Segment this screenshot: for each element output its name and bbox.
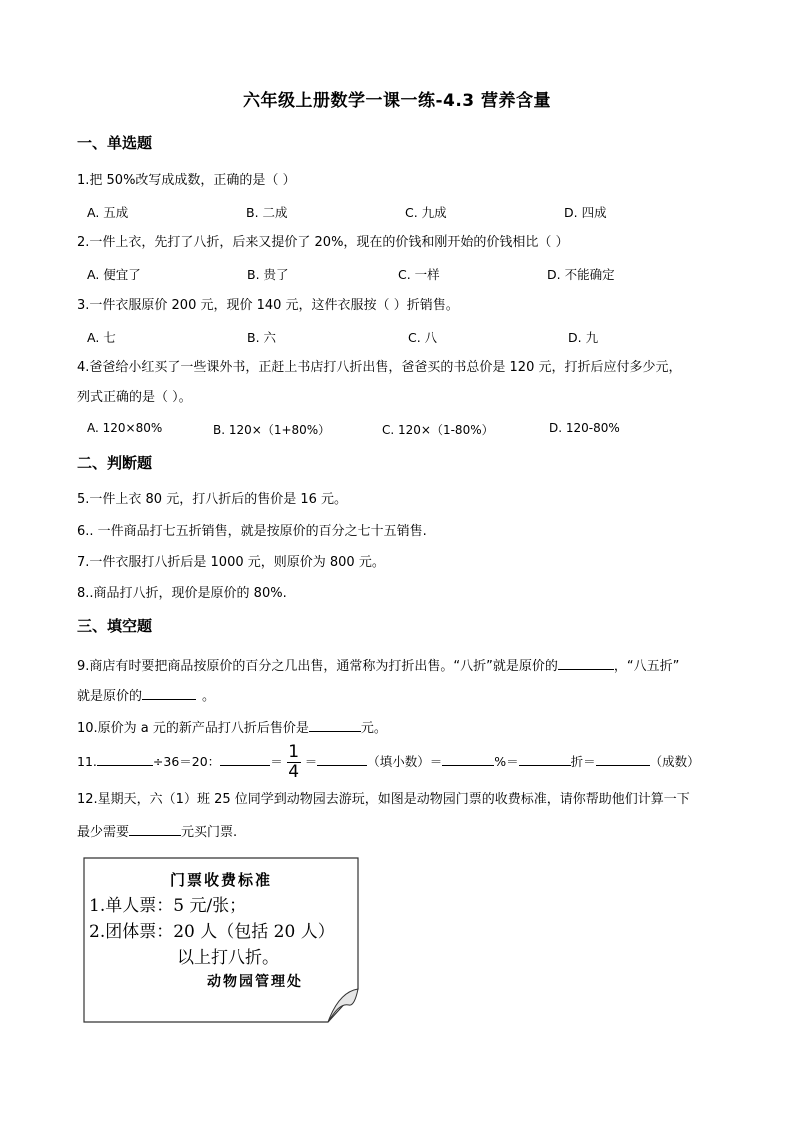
q11-text-small: （填小数）＝ [367, 754, 443, 769]
question-7: 7.一件衣服打八折后是 1000 元，则原价为 800 元。 [77, 555, 385, 570]
notice-title: 门票收费标准 [169, 871, 272, 889]
q1-option-d: D. 四成 [564, 205, 607, 220]
q1-option-a: A. 五成 [87, 205, 129, 220]
q11-text-zhe: 折＝ [570, 754, 596, 769]
q1-option-c: C. 九成 [405, 205, 447, 220]
q9-text-3: 就是原价的 [77, 689, 143, 704]
q10-text-1: 10.原价为 a 元的新产品打八折后售价是 [77, 721, 309, 736]
q11-blank-1[interactable] [97, 751, 153, 766]
notice-line-2: 2.团体票：20 人（包括 20 人） [89, 922, 335, 942]
q12-text-2: 元买门票. [181, 825, 238, 840]
q11-eq-1: ＝ [270, 754, 283, 769]
fraction-numerator: 1 [288, 742, 300, 762]
q11-number: 11. [77, 754, 97, 769]
q11-text-div: ÷36＝20： [152, 754, 221, 769]
q11-blank-5[interactable] [519, 751, 571, 766]
q2-option-c: C. 一样 [398, 267, 440, 282]
question-12-line-2 [77, 821, 237, 843]
q11-blank-4[interactable] [442, 751, 494, 766]
notice-line-1: 1.单人票：5 元/张； [89, 896, 247, 916]
q11-text-pct: %＝ [494, 754, 519, 769]
question-1: 1.把 50%改写成成数，正确的是（ ） [77, 173, 296, 188]
page-title: 六年级上册数学一课一练-4.3 营养含量 [242, 91, 552, 111]
q12-blank[interactable] [129, 821, 181, 836]
q9-text-1: 9.商店有时要把商品按原价的百分之几出售，通常称为打折出售。“八折”就是原价的 [77, 659, 558, 674]
fraction-one-quarter [287, 744, 301, 781]
section-judge: 二、判断题 [77, 454, 153, 472]
section-single-choice: 一、单选题 [77, 134, 153, 152]
question-11 [77, 742, 700, 782]
ticket-price-notice [83, 857, 359, 1023]
question-2: 2.一件上衣，先打了八折，后来又提价了 20%，现在的价钱和刚开始的价钱相比（ ） [77, 235, 569, 250]
section-fill: 三、填空题 [77, 617, 153, 635]
fraction-denominator: 4 [288, 762, 300, 782]
question-5: 5.一件上衣 80 元，打八折后的售价是 16 元。 [77, 492, 348, 507]
q11-blank-3[interactable] [317, 751, 367, 766]
question-10 [77, 717, 387, 739]
question-9-line-1 [77, 655, 679, 677]
question-4-line-2: 列式正确的是（ ）。 [77, 390, 192, 405]
q2-option-b: B. 贵了 [247, 267, 289, 282]
q9-blank-2[interactable] [142, 685, 196, 700]
question-4-line-1: 4.爸爸给小红买了一些课外书，正赶上书店打八折出售，爸爸买的书总价是 120 元，打折后应付多少元， [77, 360, 682, 375]
q4-option-c: C. 120×（1-80%） [382, 423, 494, 437]
q11-blank-6[interactable] [596, 751, 650, 766]
q11-eq-2: ＝ [304, 754, 318, 769]
question-3: 3.一件衣服原价 200 元，现价 140 元，这件衣服按（ ）折销售。 [77, 298, 459, 313]
q9-text-4: 。 [202, 689, 216, 704]
q9-blank-1[interactable] [558, 655, 614, 670]
question-9-line-2 [77, 685, 215, 707]
q4-option-b: B. 120×（1+80%） [213, 423, 331, 437]
q3-option-d: D. 九 [568, 330, 599, 345]
question-6: 6.. 一件商品打七五折销售，就是按原价的百分之七十五销售. [77, 524, 427, 539]
notice-signature: 动物园管理处 [207, 974, 303, 990]
q2-option-d: D. 不能确定 [547, 267, 615, 282]
q12-text-1: 最少需要 [77, 825, 130, 840]
notice-line-3: 以上打八折。 [177, 948, 279, 968]
q10-blank[interactable] [309, 717, 361, 732]
question-8: 8..商品打八折，现价是原价的 80%. [77, 586, 287, 601]
q10-text-2: 元。 [360, 721, 387, 736]
q1-option-b: B. 二成 [246, 205, 288, 220]
q3-option-b: B. 六 [247, 330, 277, 345]
q3-option-a: A. 七 [87, 330, 116, 345]
q11-text-chengshu: （成数） [649, 754, 700, 769]
q9-text-2: ，“八五折” [613, 659, 680, 674]
q4-option-a: A. 120×80% [87, 421, 163, 435]
q11-blank-2[interactable] [220, 751, 270, 766]
q2-option-a: A. 便宜了 [87, 267, 141, 282]
q4-option-d: D. 120-80% [549, 421, 620, 435]
question-12-line-1: 12.星期天，六（1）班 25 位同学到动物园去游玩，如图是动物园门票的收费标准，请你帮助他们计算一下 [77, 792, 690, 807]
q3-option-c: C. 八 [408, 330, 438, 345]
